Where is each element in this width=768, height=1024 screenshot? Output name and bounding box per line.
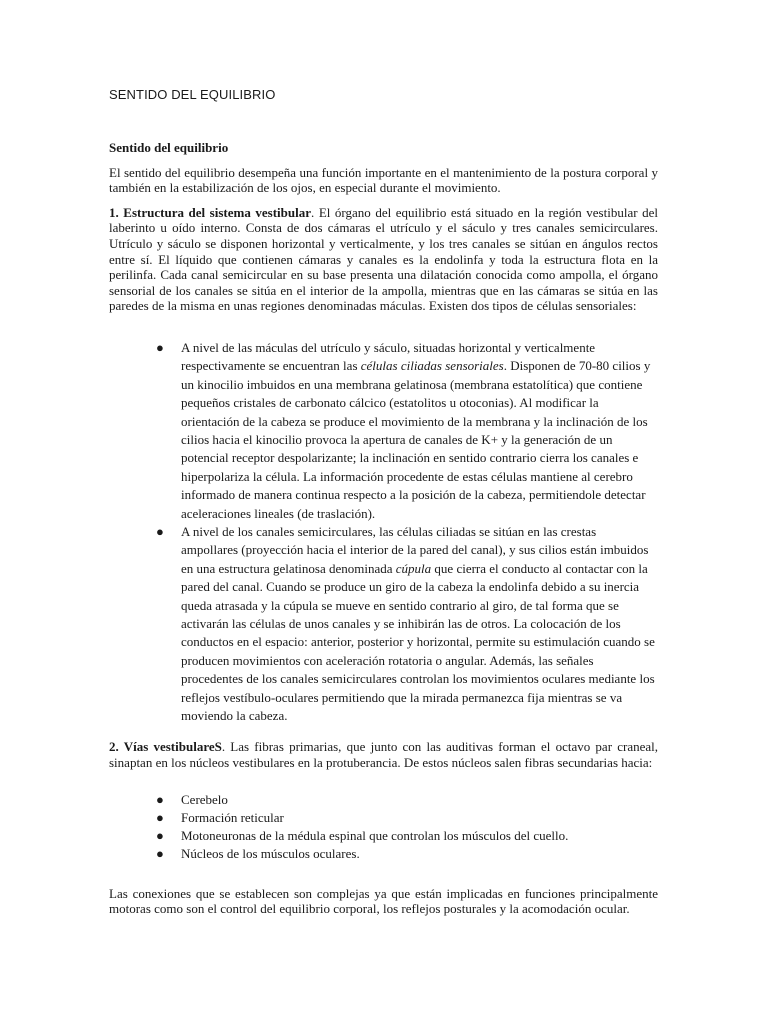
bullet-icon: ● — [156, 339, 164, 355]
list-item — [109, 827, 658, 845]
bullet-icon: ● — [156, 809, 164, 825]
list-item — [109, 339, 658, 523]
list-item-emphasis: células ciliadas sensoriales — [360, 358, 504, 374]
bullet-icon: ● — [156, 845, 164, 861]
section1-paragraph — [109, 205, 658, 314]
section-heading: Sentido del equilibrio — [109, 140, 229, 155]
list-item-text: que cierra el conducto al contactar con la pared del canal. Cuando se produce un giro de la cabeza la endolinfa debido a su inercia queda atrasada y la cúpula se mueve en sentido contrario al giro, de tal forma que se activarán las células de unos canales y se inhibirán las de otros. La colocación de los conductos en el espacio: anterior, posterior y horizontal, permite su estimulación cuando se producen movimientos con aceleración rotatoria o angular. Además, las señales procedentes de los canales semicirculares controlan los movimientos oculares mediante los reflejos vestíbulo-oculares permitiendo que la mirada permanezca fija mientras se va moviendo la cabeza. — [181, 560, 655, 724]
bullet-icon: ● — [156, 524, 164, 539]
list-item-text: Núcleos de los músculos oculares. — [181, 845, 360, 861]
list-item — [109, 523, 658, 725]
bullet-icon: ● — [156, 791, 164, 807]
secondary-fibers-list — [109, 791, 658, 863]
bullet-icon: ● — [156, 827, 164, 843]
section2-text: . Las fibras primarias, que junto con las auditivas forman el octavo par craneal, sinaptan en los núcleos vestibulares en la protuberancia. De estos núcleos salen fibras secundarias hacia: — [109, 739, 659, 771]
intro-paragraph: El sentido del equilibrio desempeña una función importante en el mantenimiento de la postura corporal y también en la estabilización de los ojos, en especial durante el movimiento. — [109, 164, 658, 196]
list-item — [109, 791, 658, 809]
conclusion-paragraph: Las conexiones que se establecen son complejas ya que están implicadas en funciones principalmente motoras como son el control del equilibrio corporal, los reflejos posturales y la acomodación ocular. — [109, 885, 658, 917]
list-item-text: . Disponen de 70-80 cilios y un kinocilio imbuidos en una membrana gelatinosa (membrana estatolítica) que contiene pequeños cristales de carbonato cálcico (estatolitos u otoconias). Al modificar la orientación de la cabeza se produce el movimiento de la membrana y la inclinación de los cilios hacia el kinocilio provoca la apertura de canales de K+ y la generación de un potencial receptor despolarizante; la inclinación en sentido contrario cierra los canales e hiperpolariza la célula. La información procedente de estas células mantiene al cerebro informado de manera continua respecto a la posición de la cabeza, permitiendole detectar aceleraciones lineales (de traslación). — [181, 358, 651, 521]
list-item-text: A nivel de las máculas del utrículo y sáculo, situadas horizontal y verticalmente respectivamente se encuentran las — [181, 339, 596, 374]
list-item-text: A nivel de los canales semicirculares, las células ciliadas se sitúan en las crestas ampollares (proyección hacia el interior de la pared del canal), y sus cilios están imbuidos en una estructura gelatinosa denominada — [181, 524, 649, 576]
page-title: SENTIDO DEL EQUILIBRIO — [109, 87, 276, 102]
section1-title: 1. Estructura del sistema vestibular — [109, 204, 312, 220]
section1-text: . El órgano del equilibrio está situado en la región vestibular del laberinto u oído interno. Consta de dos cámaras el utrículo y el sáculo y tres canales semicirculares. Utrículo y sáculo se disponen horizontal y verticalmente, y los tres canales se sitúan en ángulos rectos entre sí. El líquido que contienen cámaras y canales es la endolinfa y toda la estructura flota en la perilinfa. Cada canal semicircular en su base presenta una dilatación conocida como ampolla, el órgano sensorial de los canales se sitúa en el interior de la ampolla, mientras que en las cámaras se sitúa en las paredes de la misma en unas regiones denominadas máculas. Existen dos tipos de células sensoriales: — [109, 204, 658, 314]
list-item-text: Cerebelo — [181, 791, 228, 807]
list-item — [109, 845, 658, 863]
list-item-emphasis: cúpula — [395, 560, 432, 576]
document-body — [109, 140, 658, 926]
section2-paragraph — [109, 739, 658, 770]
sensory-cells-list — [109, 339, 658, 726]
section2-title: 2. Vías vestibulareS — [109, 739, 222, 755]
list-item — [109, 809, 658, 827]
list-item-text: Motoneuronas de la médula espinal que controlan los músculos del cuello. — [181, 827, 569, 843]
list-item-text: Formación reticular — [181, 809, 284, 825]
